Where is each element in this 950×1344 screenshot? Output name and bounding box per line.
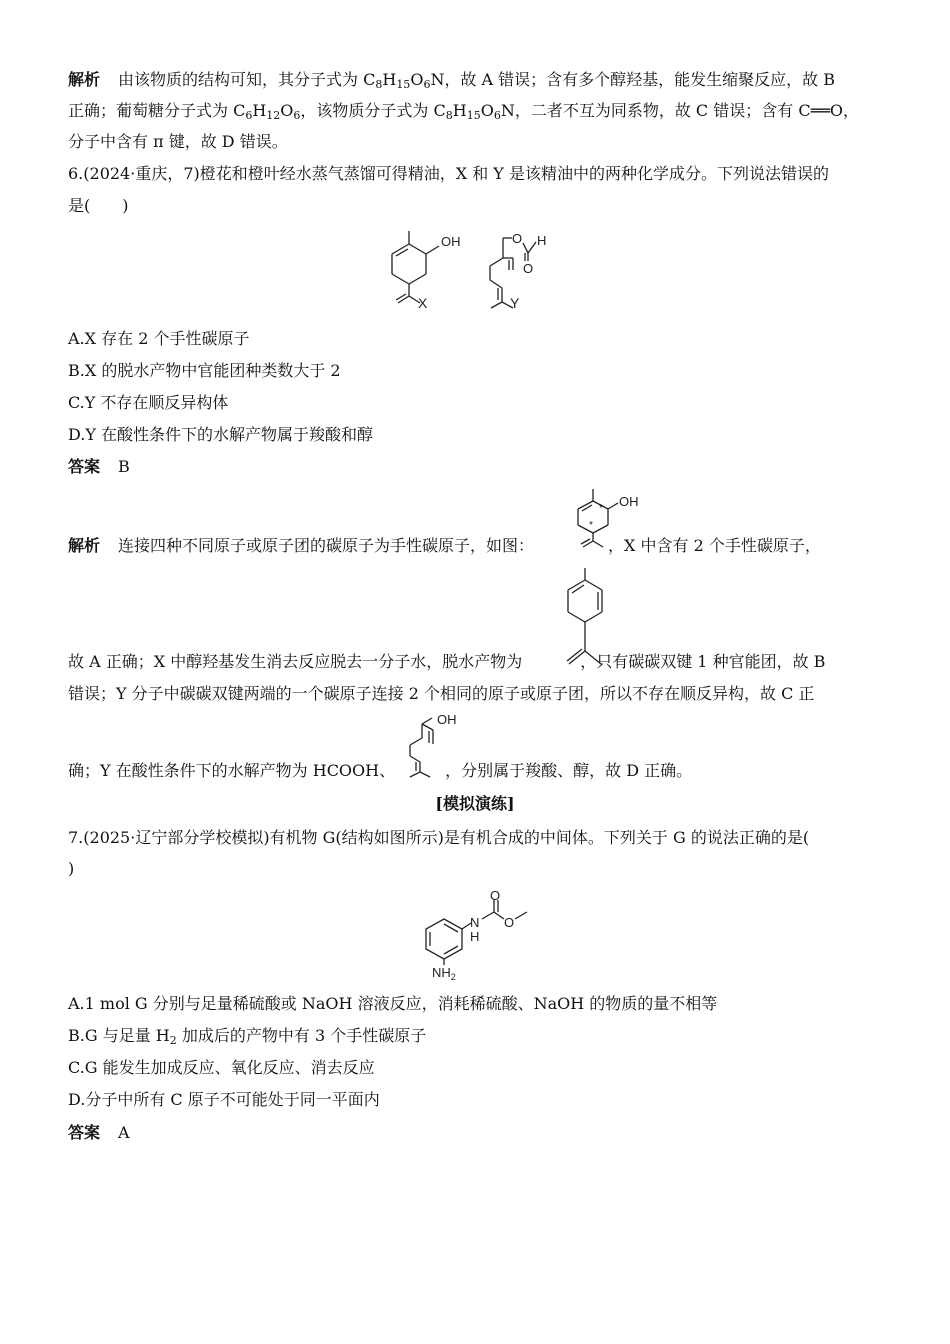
q7-structure-figure [420,887,550,987]
q5-analysis-line3: 分子中含有 π 键，故 D 错误。 [68,132,288,151]
q6-structure-figure [395,228,565,318]
q7-option-d: D.分子中所有 C 原子不可能处于同一平面内 [68,1090,380,1109]
q7-answer: 答案 A [68,1123,130,1142]
q6-stem-line2: 是( ) [68,196,129,215]
q6-option-a: A.X 存在 2 个手性碳原子 [68,329,250,348]
q6-option-d: D.Y 在酸性条件下的水解产物属于羧酸和醇 [68,425,373,444]
q7-o-ester-label: O [504,915,515,930]
q7-option-a: A.1 mol G 分别与足量稀硫酸或 NaOH 溶液反应，消耗稀硫酸、NaOH 的物质的量不相等 [68,994,718,1013]
y-label: Y [510,295,520,311]
chiral-star-2: * [589,520,593,531]
q7-h-label: H [470,929,480,944]
q7-stem-line2: ) [68,859,75,878]
q6-option-b: B.X 的脱水产物中官能团种类数大于 2 [68,361,341,380]
q7-o-top-label: O [490,888,501,903]
y-o1-label: O [512,231,523,246]
q6-analysis-line3: 错误；Y 分子中碳碳双键两端的一个碳原子连接 2 个相同的原子或原子团，所以不存在顺反异构，故 C 正 [68,684,815,703]
q6-analysis-line1: 解析 连接四种不同原子或原子团的碳原子为手性碳原子，如图： ，X 中含有 2 个手性碳原子， [68,536,821,555]
x-label: X [418,295,428,311]
y-o2-label: O [523,261,534,276]
q5-analysis-line2: 正确；葡萄糖分子式为 $C_6H_{12}O_6$，该物质分子式为 $C_8H_{15}O_6N$，二者不互为同系物，故 C 错误；含有 C══O， [68,101,859,122]
q7-n-label: N [470,915,480,930]
q5-analysis-line1: 解析 由该物质的结构可知，其分子式为 $C_8H_{15}O_6N$，故 A 错误；含有多个醇羟基，能发生缩聚反应，故 B [68,70,836,91]
chiral-oh-label: OH [619,494,639,509]
q6-answer: 答案 B [68,457,130,476]
y-h-label: H [537,233,547,248]
q6-option-c: C.Y 不存在顺反异构体 [68,393,229,412]
chiral-star-1: * [599,503,603,514]
q7-option-c: C.G 能发生加成反应、氧化反应、消去反应 [68,1058,375,1077]
section-title: [模拟演练] [435,794,515,813]
analysis-label: 解析 [68,70,101,89]
q6-analysis-line2: 故 A 正确；X 中醇羟基发生消去反应脱去一分子水，脱水产物为 ，只有碳碳双键 1 种官能团，故 B [68,652,826,671]
x-oh-label: OH [441,234,461,249]
q6-analysis-line4: 确；Y 在酸性条件下的水解产物为 HCOOH、 ，分别属于羧酸、醇，故 D 正确。 [68,761,693,780]
q7-stem-line1: 7.(2025·辽宁部分学校模拟)有机物 G(结构如图所示)是有机合成的中间体。下列关于 G 的说法正确的是( [68,828,810,847]
q6-stem-line1: 6.(2024·重庆，7)橙花和橙叶经水蒸气蒸馏可得精油，X 和 Y 是该精油中的两种化学成分。下列说法错误的 [68,164,829,183]
q7-option-b: B.G 与足量 $H_2$ 加成后的产物中有 3 个手性碳原子 [68,1026,427,1047]
q7-nh2-label: $NH_2$ [432,965,456,982]
alcohol-oh-label: OH [437,712,457,727]
